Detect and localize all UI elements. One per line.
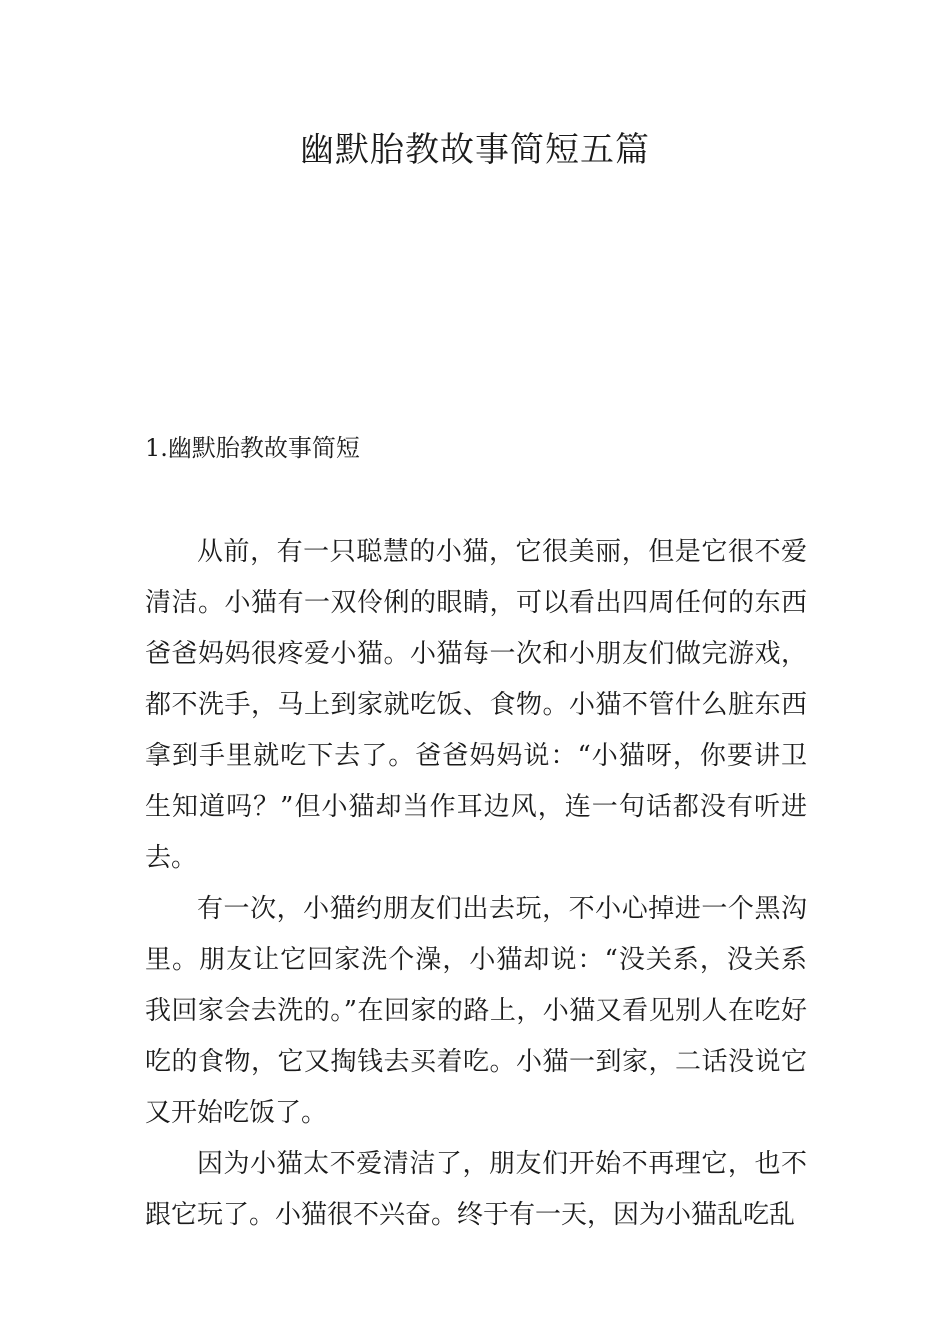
- story-paragraph-3: 因为小猫太不爱清洁了，朋友们开始不再理它，也不跟它玩了。小猫很不兴奋。终于有一天，因为小猫乱吃乱: [145, 1149, 807, 1230]
- document-title: 幽默胎教故事简短五篇: [300, 130, 650, 170]
- story-paragraph-2: 有一次，小猫约朋友们出去玩，不小心掉进一个黑沟里。朋友让它回家洗个澡，小猫却说：“没关系，没关系我回家会去洗的。”在回家的路上，小猫又看见别人在吃好吃的食物，它又掏钱去买着吃。小猫一到家，二话没说它又开始吃饭了。: [145, 894, 807, 1128]
- story-body: [145, 527, 807, 1241]
- section-heading: 1.幽默胎教故事简短: [145, 434, 360, 462]
- story-paragraph-1: 从前，有一只聪慧的小猫，它很美丽，但是它很不爱清洁。小猫有一双伶俐的眼睛，可以看出四周任何的东西爸爸妈妈很疼爱小猫。小猫每一次和小朋友们做完游戏，都不洗手，马上到家就吃饭、食物。小猫不管什么脏东西拿到手里就吃下去了。爸爸妈妈说：“小猫呀，你要讲卫生知道吗？”但小猫却当作耳边风，连一句话都没有听进去。: [145, 537, 807, 873]
